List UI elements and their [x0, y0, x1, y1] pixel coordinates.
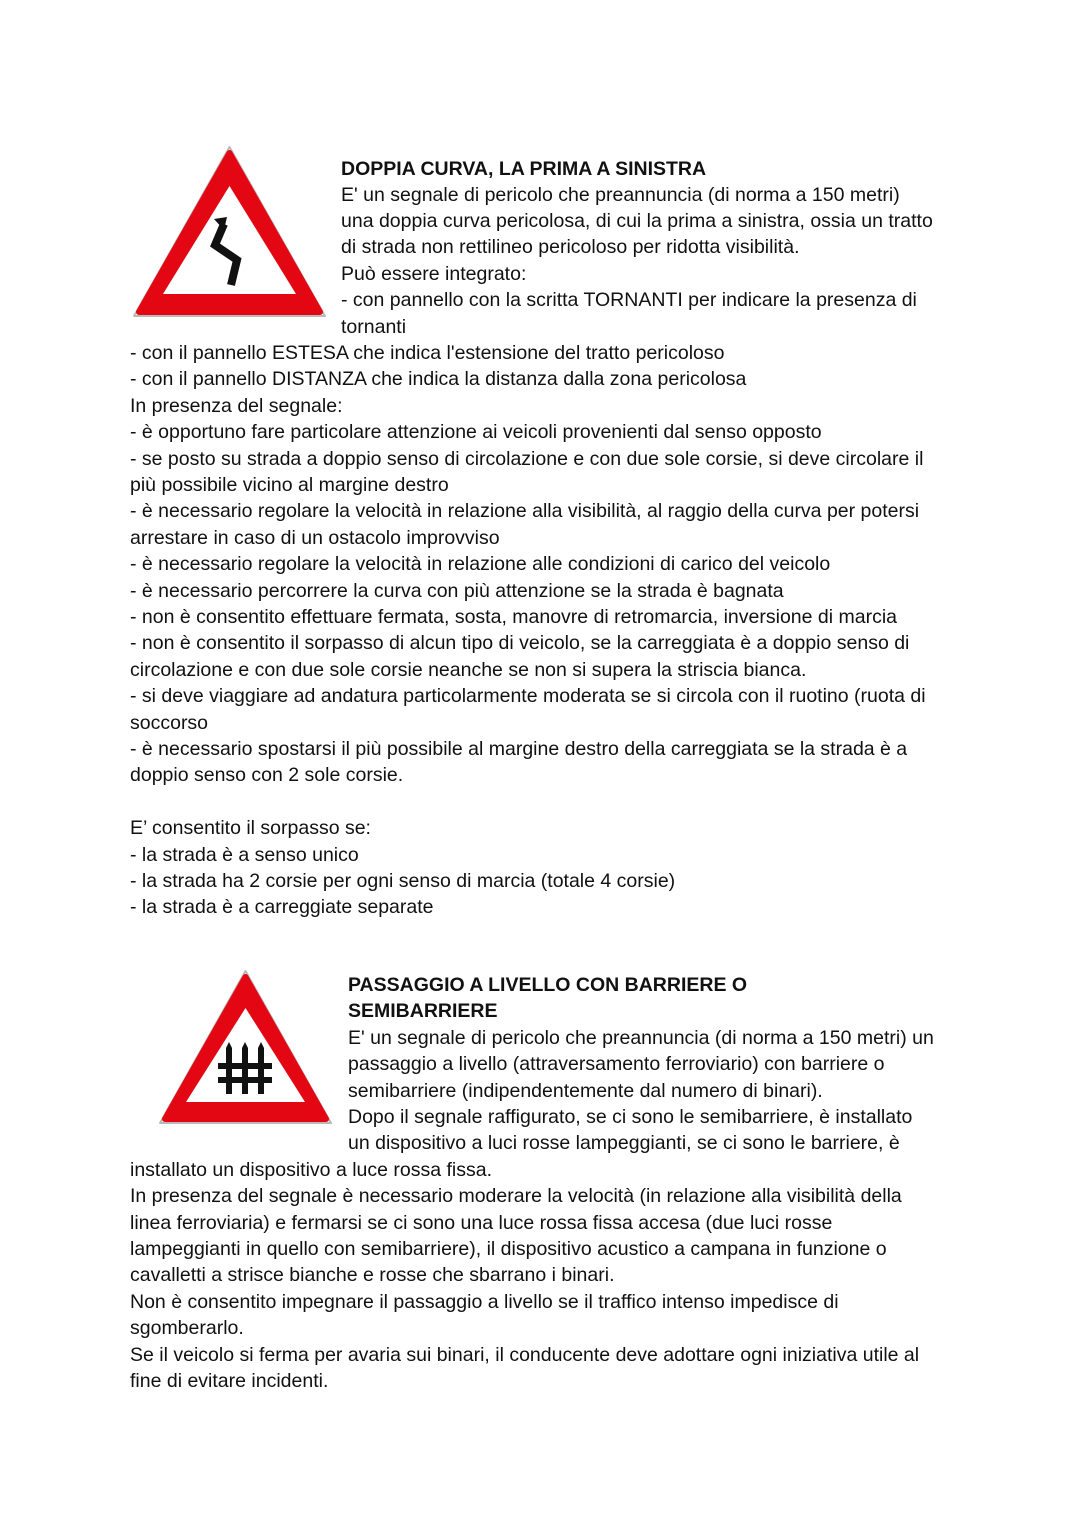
- section1-text-line: - si deve viaggiare ad andatura particolarmente moderata se si circola con il ruotino (ruota di: [130, 685, 926, 707]
- section1-text-line: soccorso: [130, 712, 209, 734]
- section1-text-line: E' un segnale di pericolo che preannuncia (di norma a 150 metri): [341, 184, 900, 206]
- overtaking-item: - la strada è a senso unico: [130, 844, 359, 866]
- section1-text-line: Può essere integrato:: [341, 263, 527, 285]
- level-crossing-barriers-sign-icon: [157, 968, 334, 1126]
- section2-text-line: Non è consentito impegnare il passaggio a livello se il traffico intenso impedisce di: [130, 1291, 839, 1313]
- section1-text-line: arrestare in caso di un ostacolo improvviso: [130, 527, 500, 549]
- section1-text-line: - è opportuno fare particolare attenzione ai veicoli provenienti dal senso opposto: [130, 421, 822, 443]
- section1-text-line: circolazione e con due sole corsie neanche se non si supera la striscia bianca.: [130, 659, 807, 681]
- section1-text-line: - non è consentito effettuare fermata, sosta, manovre di retromarcia, inversione di marcia: [130, 606, 898, 628]
- section2-text-line: installato un dispositivo a luce rossa fissa.: [130, 1159, 493, 1181]
- section1-text-line: di strada non rettilineo pericoloso per ridotta visibilità.: [341, 236, 800, 258]
- section1-text-line: In presenza del segnale:: [130, 395, 343, 417]
- section2-text-line: Se il veicolo si ferma per avaria sui binari, il conducente deve adottare ogni iniziativa utile al: [130, 1344, 920, 1366]
- section1-text-line: - è necessario spostarsi il più possibile al margine destro della carreggiata se la strada è a: [130, 738, 908, 760]
- section1-text-line: una doppia curva pericolosa, di cui la prima a sinistra, ossia un tratto: [341, 210, 933, 232]
- section1-text-line: - non è consentito il sorpasso di alcun tipo di veicolo, se la carreggiata è a doppio senso di: [130, 632, 910, 654]
- section2-text-line: sgomberarlo.: [130, 1317, 244, 1339]
- section1-text-line: tornanti: [341, 316, 407, 338]
- section2-title-line: PASSAGGIO A LIVELLO CON BARRIERE O: [348, 974, 748, 996]
- section2-text-line: linea ferroviaria) e fermarsi se ci sono una luce rossa fissa accesa (due luci rosse: [130, 1212, 833, 1234]
- section1-text-line: doppio senso con 2 sole corsie.: [130, 764, 404, 786]
- section1-text-line: - è necessario regolare la velocità in relazione alla visibilità, al raggio della curva per potersi: [130, 500, 920, 522]
- section2-text-line: semibarriere (indipendentemente dal numero di binari).: [348, 1080, 823, 1102]
- section2-text-line: cavalletti a strisce bianche e rosse che sbarrano i binari.: [130, 1264, 615, 1286]
- section2-title-line: SEMIBARRIERE: [348, 1000, 498, 1022]
- section1-text-line: - è necessario regolare la velocità in relazione alle condizioni di carico del veicolo: [130, 553, 831, 575]
- section1-text-line: più possibile vicino al margine destro: [130, 474, 449, 496]
- section1-title: DOPPIA CURVA, LA PRIMA A SINISTRA: [341, 158, 707, 180]
- double-curve-left-sign-icon: [131, 144, 328, 319]
- section1-text-line: - se posto su strada a doppio senso di circolazione e con due sole corsie, si deve circolare il: [130, 448, 924, 470]
- section2-text-line: un dispositivo a luci rosse lampeggianti, se ci sono le barriere, è: [348, 1132, 900, 1154]
- section2-text-line: passaggio a livello (attraversamento ferroviario) con barriere o: [348, 1053, 885, 1075]
- section1-text-line: - è necessario percorrere la curva con più attenzione se la strada è bagnata: [130, 580, 784, 602]
- section2-text-line: In presenza del segnale è necessario moderare la velocità (in relazione alla visibilità della: [130, 1185, 902, 1207]
- section1-text-line: - con il pannello DISTANZA che indica la distanza dalla zona pericolosa: [130, 368, 747, 390]
- section1-text-line: - con pannello con la scritta TORNANTI per indicare la presenza di: [341, 289, 917, 311]
- overtaking-item: - la strada è a carreggiate separate: [130, 896, 434, 918]
- section2-text-line: Dopo il segnale raffigurato, se ci sono le semibarriere, è installato: [348, 1106, 913, 1128]
- section2-text-line: lampeggianti in quello con semibarriere), il dispositivo acustico a campana in funzione o: [130, 1238, 887, 1260]
- section2-text-line: E' un segnale di pericolo che preannuncia (di norma a 150 metri) un: [348, 1027, 934, 1049]
- overtaking-heading: E’ consentito il sorpasso se:: [130, 817, 371, 839]
- section2-text-line: fine di evitare incidenti.: [130, 1370, 329, 1392]
- overtaking-item: - la strada ha 2 corsie per ogni senso di marcia (totale 4 corsie): [130, 870, 676, 892]
- section1-text-line: - con il pannello ESTESA che indica l'estensione del tratto pericoloso: [130, 342, 725, 364]
